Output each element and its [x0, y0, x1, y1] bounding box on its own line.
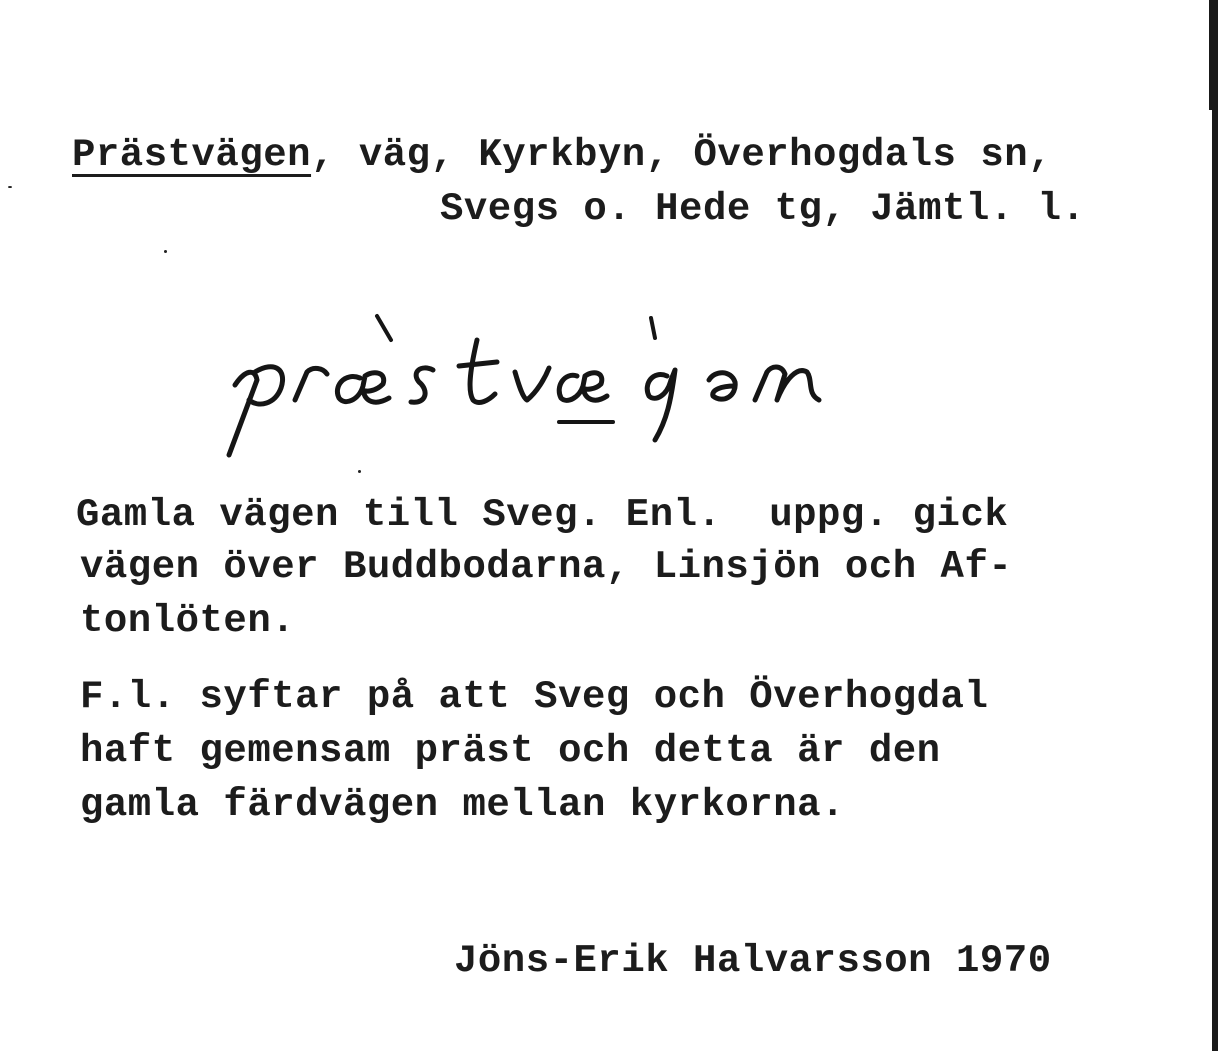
- card-edge: [1212, 0, 1218, 1051]
- header-line-1: [72, 133, 1053, 177]
- scan-speck: [8, 186, 12, 188]
- scan-speck: [358, 470, 361, 473]
- signature: Jöns-Erik Halvarsson 1970: [454, 939, 1052, 983]
- paragraph-1-line-1: Gamla vägen till Sveg. Enl. uppg. gick: [76, 493, 1009, 537]
- scan-speck: [164, 250, 167, 253]
- header-line-1-rest: , väg, Kyrkbyn, Överhogdals sn,: [311, 133, 1053, 177]
- paragraph-2-line-3: gamla färdvägen mellan kyrkorna.: [80, 783, 845, 827]
- card-edge-top: [1209, 0, 1218, 110]
- heading-term: Prästvägen: [72, 133, 312, 177]
- paragraph-2-line-2: haft gemensam präst och detta är den: [80, 729, 941, 773]
- paragraph-2-line-1: F.l. syftar på att Sveg och Överhogdal: [80, 675, 989, 719]
- header-line-2: Svegs o. Hede tg, Jämtl. l.: [440, 187, 1086, 231]
- paragraph-1-line-3: tonlöten.: [80, 599, 296, 643]
- paragraph-1-line-2: vägen över Buddbodarna, Linsjön och Af-: [80, 545, 1013, 589]
- pronunciation-handwriting: [215, 300, 855, 470]
